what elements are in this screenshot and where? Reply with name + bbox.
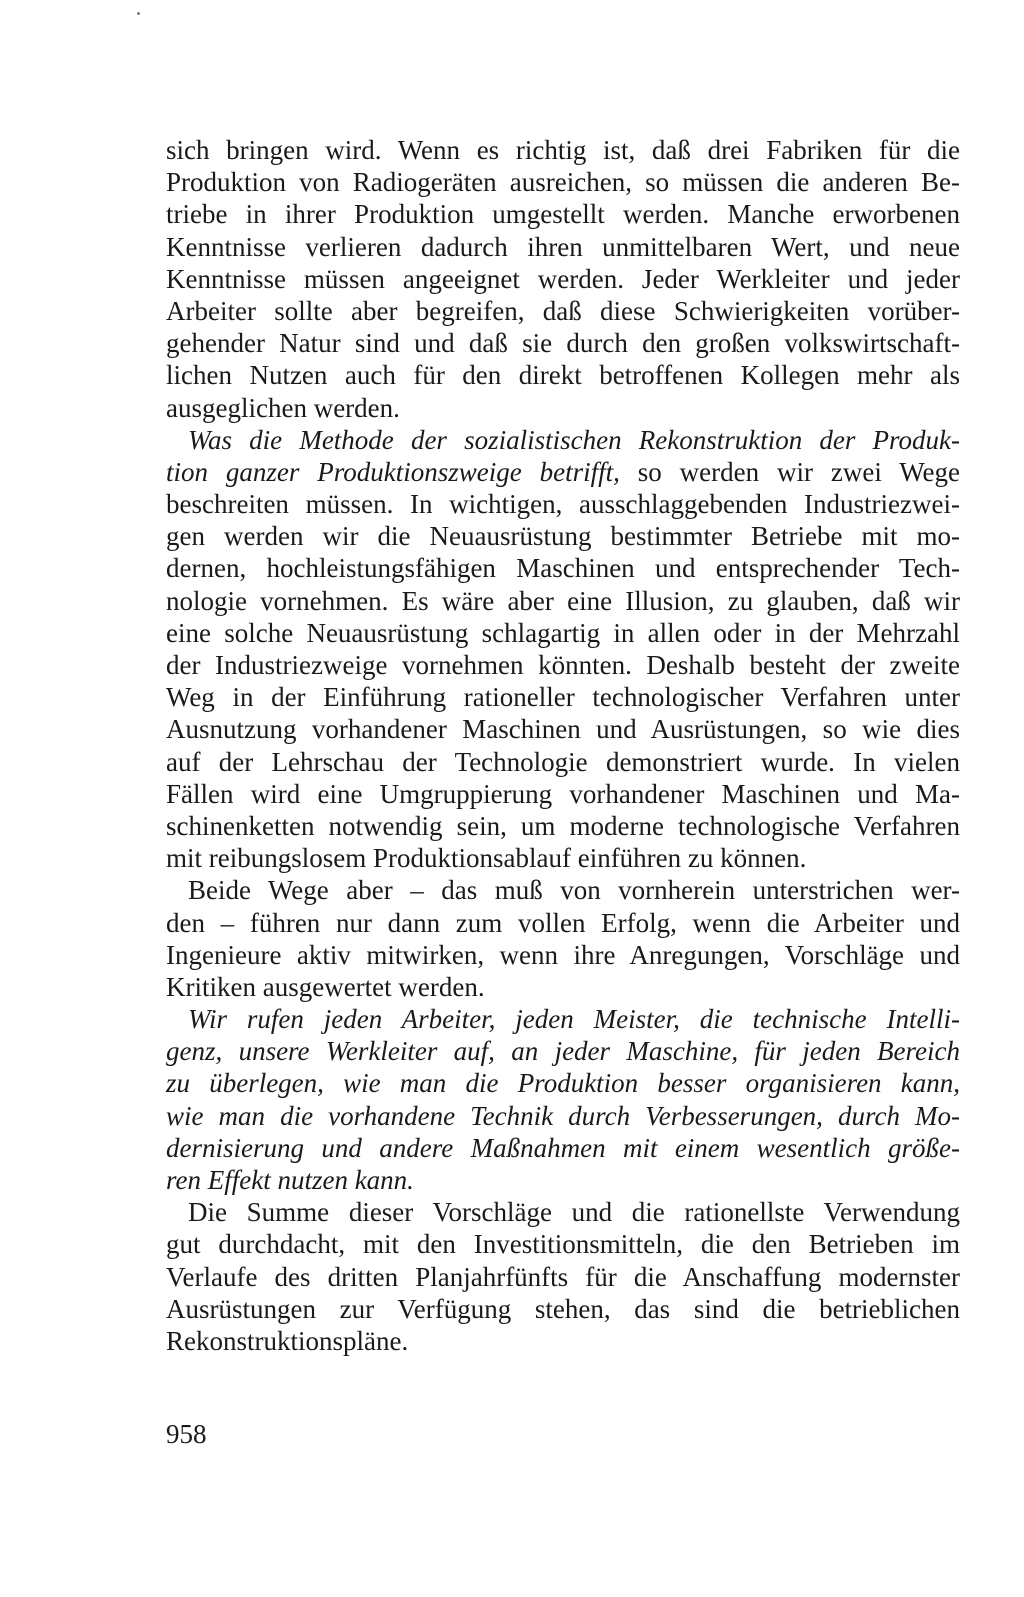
text-line: Fällen wird eine Umgruppierung vorhandener Maschinen und Ma- [166, 778, 960, 809]
text-line: zu überlegen, wie man die Produktion besser organisieren kann, [166, 1068, 960, 1099]
text-line: auf der Lehrschau der Technologie demonstriert wurde. In vielen [166, 746, 960, 777]
page-number: 958 [166, 1419, 207, 1449]
emphasis-text: tion ganzer Produktionszweige betrifft, [166, 456, 620, 487]
text-line: eine solche Neuausrüstung schlagartig in allen oder in der Mehrzahl [166, 617, 960, 648]
text-line: Ingenieure aktiv mitwirken, wenn ihre Anregungen, Vorschläge und [166, 939, 960, 970]
text-line: sich bringen wird. Wenn es richtig ist, daß drei Fabriken für die [166, 135, 960, 165]
text-line: dernisierung und andere Maßnahmen mit einem wesentlich größe- [166, 1132, 960, 1163]
text-line: Ausrüstungen zur Verfügung stehen, das sind die betrieblichen [166, 1293, 960, 1324]
text-line: ausgeglichen werden. [166, 392, 400, 423]
text-span: so werden wir zwei Wege [619, 456, 960, 487]
text-line: der Industriezweige vornehmen könnten. Deshalb besteht der zweite [166, 650, 960, 680]
text-line: gen werden wir die Neuausrüstung bestimmter Betriebe mit mo- [166, 521, 960, 552]
text-line: Kritiken ausgewertet werden. [166, 971, 485, 1002]
text-line: Kenntnisse müssen angeeignet werden. Jeder Werkleiter und jeder [166, 263, 960, 294]
text-line: schinenketten notwendig sein, um moderne technologische Verfahren [166, 810, 960, 841]
text-line: lichen Nutzen auch für den direkt betroffenen Kollegen mehr als [166, 360, 960, 391]
text-line: Kenntnisse verlieren dadurch ihren unmittelbaren Wert, und neue [166, 231, 960, 262]
text-line-mixed [166, 456, 960, 488]
text-line: Rekonstruktionspläne. [166, 1325, 409, 1356]
text-line: Wir rufen jeden Arbeiter, jeden Meister, die technische Intelli- [188, 1004, 960, 1035]
text-line: Verlaufe des dritten Planjahrfünfts für die Anschaffung modernster [166, 1261, 960, 1292]
text-line: Die Summe dieser Vorschläge und die rationellste Verwendung [188, 1197, 960, 1228]
text-line: wie man die vorhandene Technik durch Verbesserungen, durch Mo- [166, 1100, 960, 1131]
text-line: Arbeiter sollte aber begreifen, daß diese Schwierigkeiten vorüber- [166, 295, 960, 326]
text-line: gut durchdacht, mit den Investitionsmitteln, die den Betrieben im [166, 1229, 960, 1260]
text-line: dernen, hochleistungsfähigen Maschinen und entsprechender Tech- [166, 553, 960, 584]
text-line: gehender Natur sind und daß sie durch den großen volkswirtschaft- [166, 328, 960, 359]
text-line: beschreiten müssen. In wichtigen, ausschlaggebenden Industriezwei- [166, 489, 960, 520]
text-line: Beide Wege aber – das muß von vornherein unterstrichen wer- [188, 875, 960, 906]
text-line: Ausnutzung vorhandener Maschinen und Ausrüstungen, so wie dies [166, 714, 960, 745]
text-line: triebe in ihrer Produktion umgestellt werden. Manche erworbenen [166, 199, 960, 230]
text-line: den – führen nur dann zum vollen Erfolg, wenn die Arbeiter und [166, 907, 960, 938]
text-line: genz, unsere Werkleiter auf, an jeder Maschine, für jeden Bereich [166, 1036, 960, 1067]
text-line: nologie vornehmen. Es wäre aber eine Illusion, zu glauben, daß wir [166, 585, 960, 616]
text-line: Produktion von Radiogeräten ausreichen, so müssen die anderen Be- [166, 167, 960, 198]
text-line: mit reibungslosem Produktionsablauf einführen zu können. [166, 843, 807, 874]
text-line: Weg in der Einführung rationeller technologischer Verfahren unter [166, 682, 960, 713]
text-line: ren Effekt nutzen kann. [166, 1165, 414, 1195]
scan-speck [137, 12, 140, 15]
body-text [166, 134, 960, 1357]
text-line: Was die Methode der sozialistischen Rekonstruktion der Produk- [188, 424, 960, 455]
